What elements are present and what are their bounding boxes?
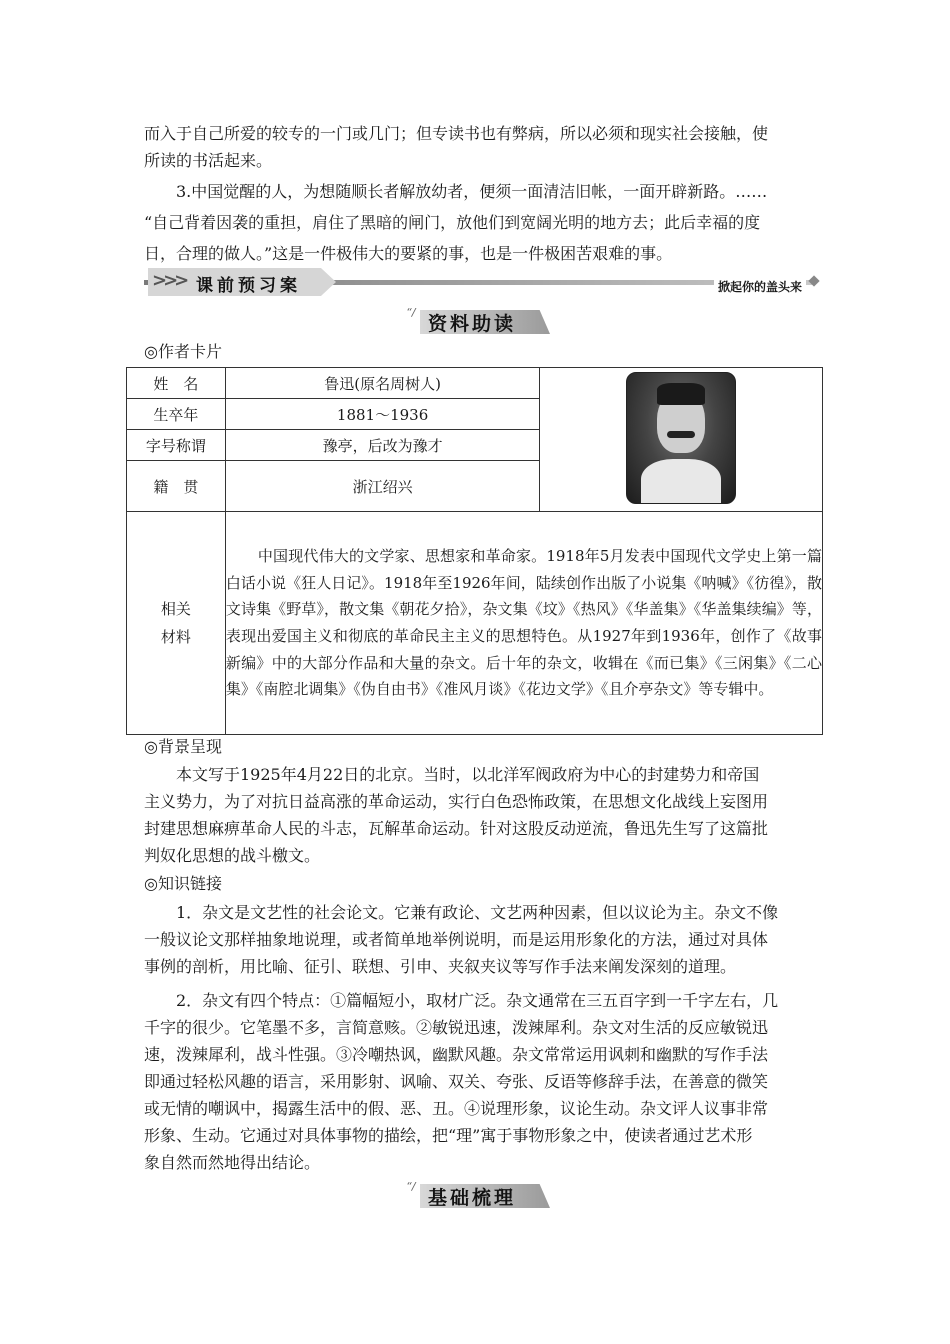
material-label	[127, 512, 226, 735]
knowledge2-line-7: 象自然而然地得出结论。	[144, 1153, 321, 1172]
life-label: 生卒年	[127, 399, 226, 430]
author-card-label: ◎作者卡片	[144, 342, 222, 361]
name-value: 鲁迅(原名周树人)	[225, 368, 539, 399]
background-line-1: 本文写于1925年4月22日的北京。当时，以北洋军阀政府为中心的封建势力和帝国	[176, 765, 760, 784]
knowledge2-line-4: 即通过轻松风趣的语言，采用影射、讽喻、双关、夸张、反语等修辞手法，在善意的微笑	[144, 1072, 769, 1091]
name-label: 姓 名	[127, 368, 226, 399]
knowledge2-line-5: 或无情的嘲讽中，揭露生活中的假、恶、丑。④说理形象，议论生动。杂文评人议事非常	[144, 1099, 769, 1118]
subhead-reading-title: 资料助读	[428, 313, 517, 335]
material-label-line-2: 材料	[160, 628, 191, 646]
section-banner	[144, 268, 824, 298]
material-label-line-1: 相关	[160, 600, 191, 618]
knowledge2-line-3: 速，泼辣犀利，战斗性强。③冷嘲热讽，幽默风趣。杂文常常运用讽刺和幽默的写作手法	[144, 1045, 769, 1064]
knowledge2-line-2: 千字的很少。它笔墨不多，言简意赅。②敏锐迅速，泼辣犀利。杂文对生活的反应敏锐迅	[144, 1018, 769, 1037]
subhead-basics	[406, 1180, 556, 1210]
banner-title: 课前预习案	[196, 276, 301, 296]
portrait-cell	[540, 368, 823, 512]
tick-icon: “/	[406, 306, 416, 319]
quote-line-1: 3.中国觉醒的人，为想随顺长者解放幼者，便须一面清洁旧帐，一面开辟新路。……	[176, 182, 768, 201]
knowledge-label: ◎知识链接	[144, 874, 222, 893]
alias-value: 豫亭，后改为豫才	[225, 430, 539, 461]
alias-label: 字号称谓	[127, 430, 226, 461]
background-label: ◎背景呈现	[144, 737, 222, 756]
origin-value: 浙江绍兴	[225, 461, 539, 512]
knowledge2-line-6: 形象、生动。它通过对具体事物的描绘，把“理”寓于事物形象之中，使读者通过艺术形	[144, 1126, 753, 1145]
banner-slogan: 掀起你的盖头来	[714, 278, 806, 295]
background-line-4: 判奴化思想的战斗檄文。	[144, 846, 321, 865]
background-line-2: 主义势力，为了对抗日益高涨的革命运动，实行白色恐怖政策，在思想文化战线上妄图用	[144, 792, 769, 811]
knowledge1-line-1: 1．杂文是文艺性的社会论文。它兼有政论、文艺两种因素，但以议论为主。杂文不像	[176, 903, 779, 922]
knowledge1-line-2: 一般议论文那样抽象地说理，或者简单地举例说明，而是运用形象化的方法，通过对具体	[144, 930, 769, 949]
tick-icon: “/	[406, 1180, 416, 1193]
knowledge-block-2	[144, 987, 824, 1176]
knowledge2-line-1: 2．杂文有四个特点：①篇幅短小，取材广泛。杂文通常在三五百字到一千字左右，几	[176, 991, 779, 1010]
background-block	[144, 761, 824, 869]
intro-line-2: 所读的书活起来。	[144, 151, 273, 170]
subhead-reading	[406, 306, 556, 336]
quote-line-3: 日，合理的做人。”这是一件极伟大的要紧的事，也是一件极困苦艰难的事。	[144, 244, 673, 263]
intro-line-1: 而入于自己所爱的较专的一门或几门；但专读书也有弊病，所以必须和现实社会接触，使	[144, 124, 769, 143]
origin-label: 籍 贯	[127, 461, 226, 512]
portrait-photo	[626, 372, 736, 504]
life-value: 1881～1936	[225, 399, 539, 430]
material-text: 中国现代伟大的文学家、思想家和革命家。1918年5月发表中国现代文学史上第一篇白话小说《狂人日记》。1918年至1926年间，陆续创作出版了小说集《呐喊》《彷徨》，散文诗集《野草》，散文集《朝花夕拾》，杂文集《坟》《热风》《华盖集》《华盖集续编》等，表现出爱国主义和彻底的革命民主主义的思想特色。从1927年到1936年，创作了《故事新编》中的大部分作品和大量的杂文。后十年的杂文，收辑在《而已集》《三闲集》《二心集》《南腔北调集》《伪自由书》《准风月谈》《花边文学》《且介亭杂文》等专辑中。	[225, 512, 822, 735]
intro-block	[144, 120, 824, 267]
quote-line-2: “自己背着因袭的重担，肩住了黑暗的闸门，放他们到宽阔光明的地方去；此后幸福的度	[144, 213, 761, 232]
background-line-3: 封建思想麻痹革命人民的斗志，瓦解革命运动。针对这股反动逆流，鲁迅先生写了这篇批	[144, 819, 769, 838]
subhead-basics-title: 基础梳理	[428, 1187, 517, 1209]
knowledge1-line-3: 事例的剖析，用比喻、征引、联想、引申、夹叙夹议等写作手法来阐发深刻的道理。	[144, 957, 737, 976]
chevrons-icon: >>>	[152, 270, 186, 291]
author-card-table	[126, 367, 823, 735]
knowledge-block-1	[144, 899, 824, 980]
